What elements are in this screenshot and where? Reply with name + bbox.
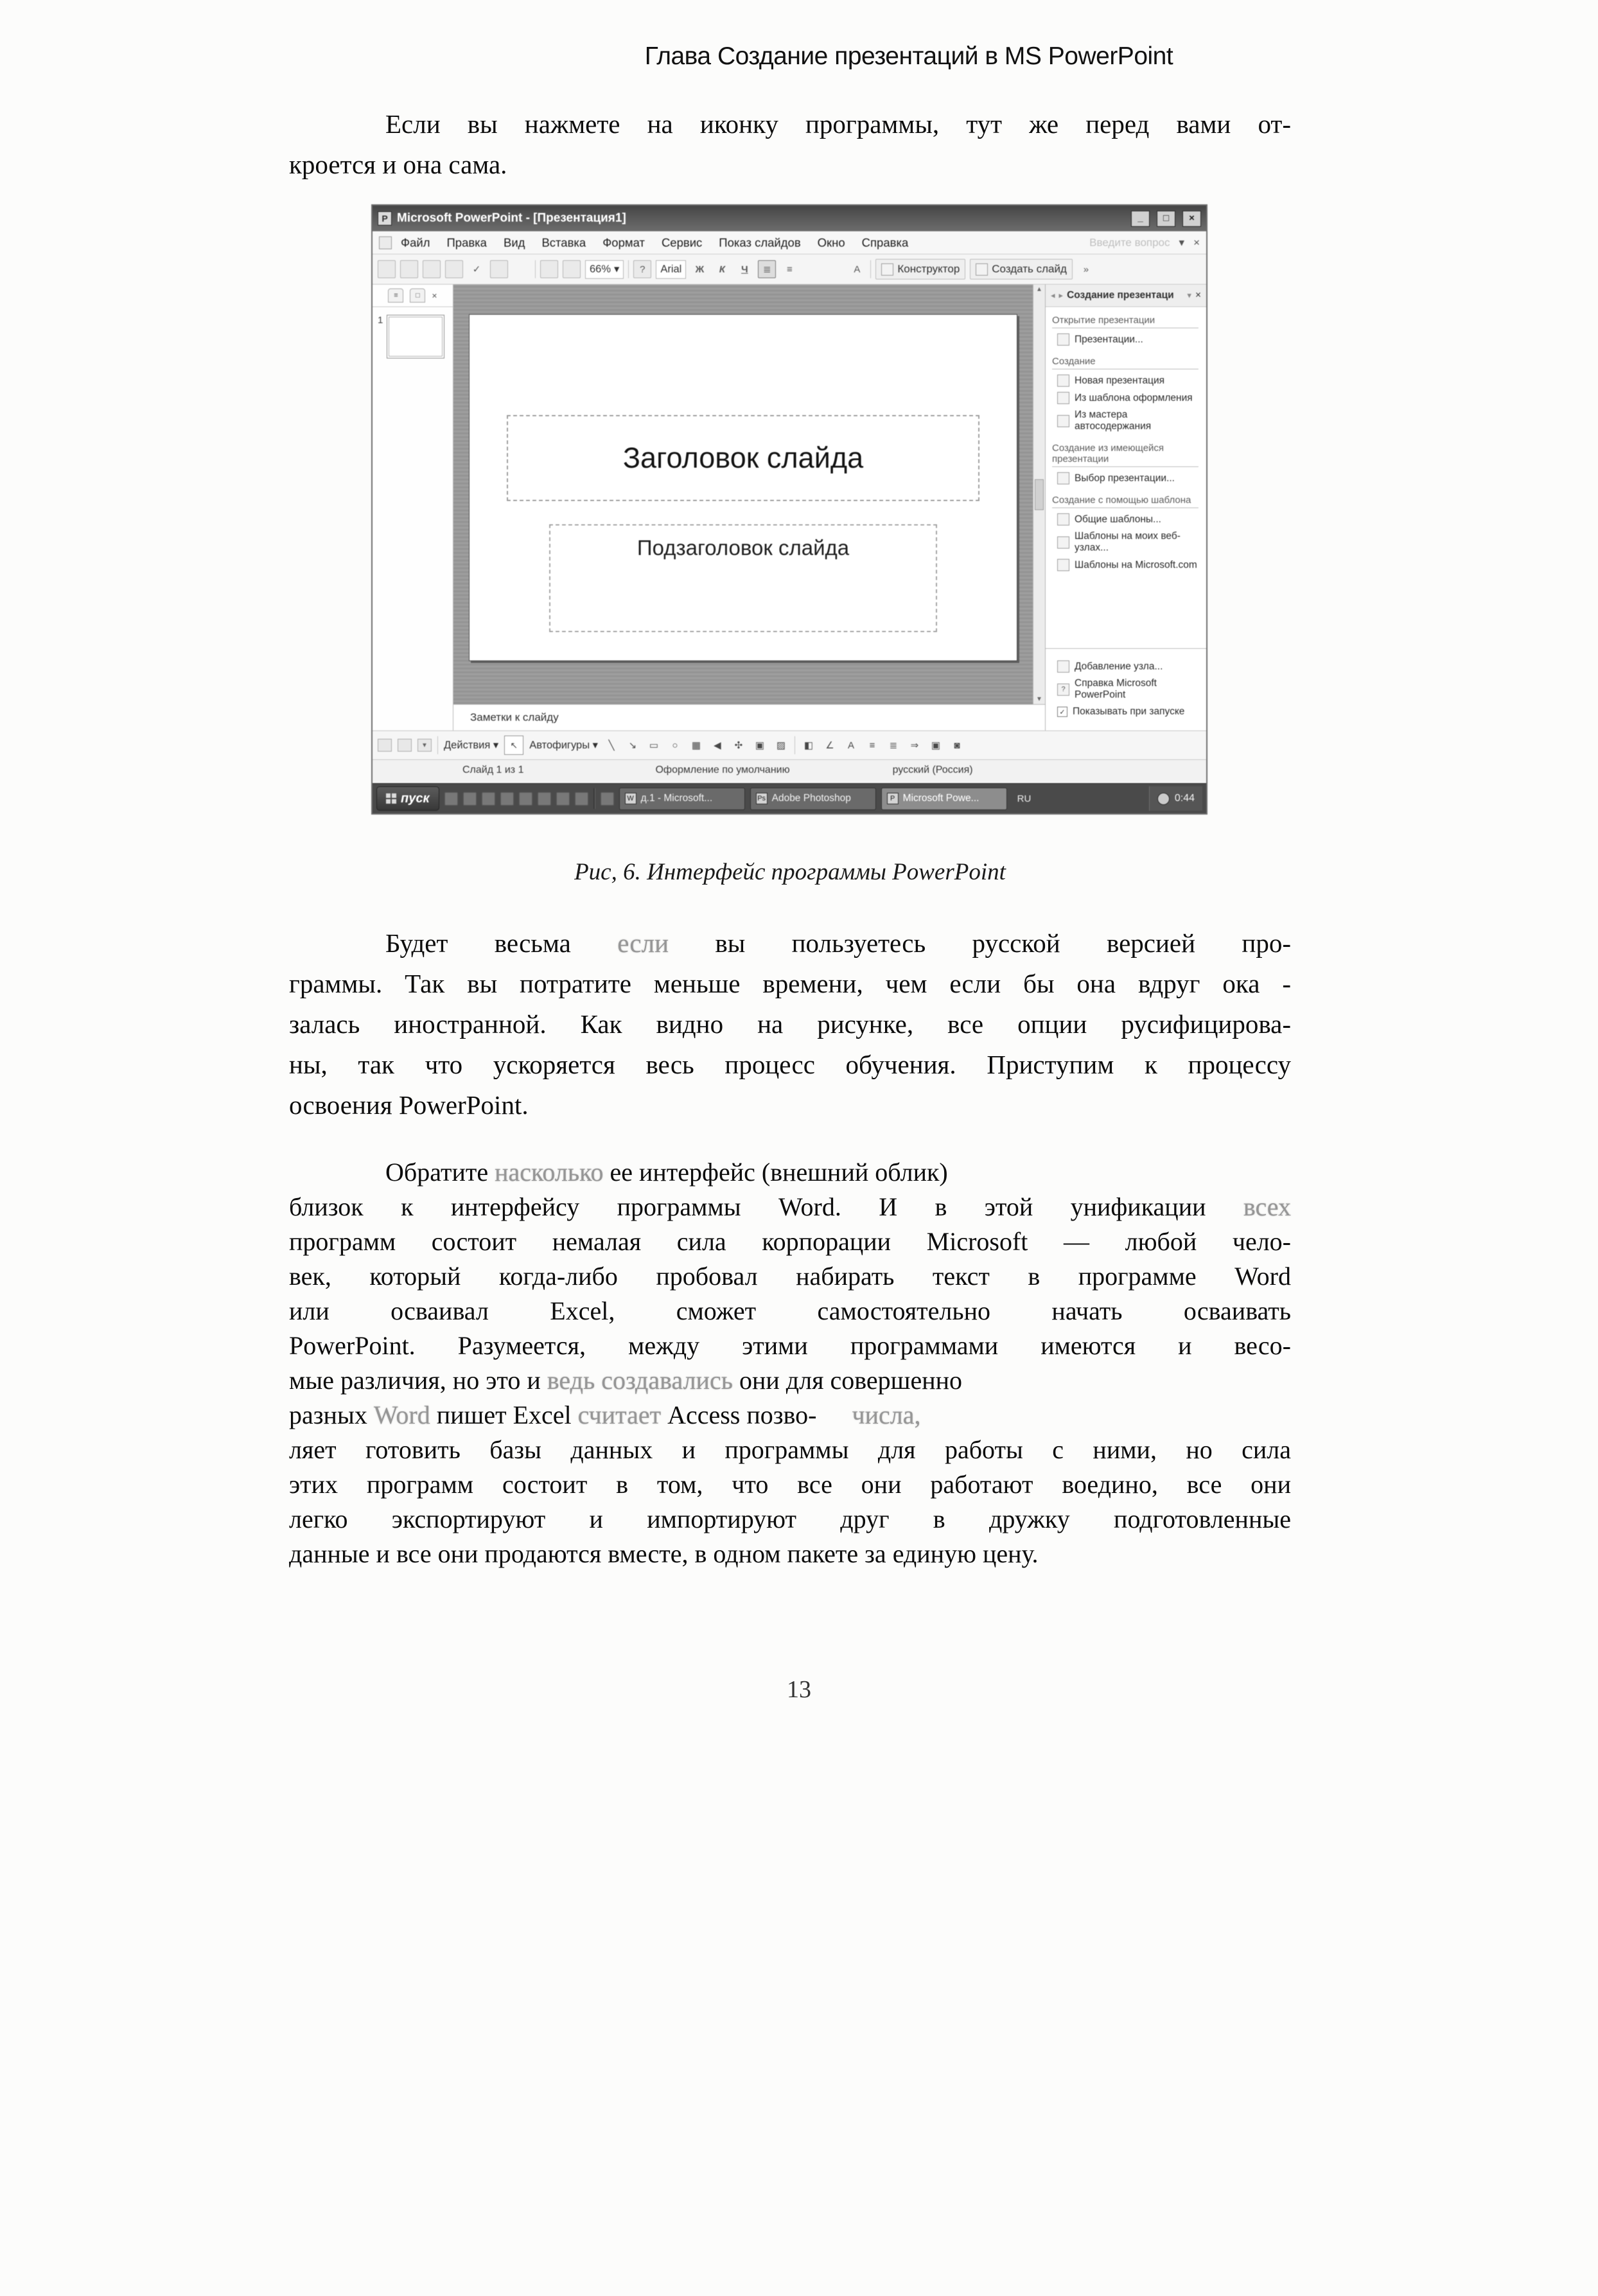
toolbar-separator — [437, 736, 438, 754]
tray-icon[interactable] — [1157, 793, 1170, 805]
text-line — [289, 923, 1291, 964]
menu-edit[interactable]: Правка — [446, 235, 487, 249]
text-segment: разных — [289, 1400, 374, 1429]
text-segment: ведь создавались — [547, 1366, 733, 1395]
text-line — [289, 1363, 1291, 1398]
menu-format[interactable]: Формат — [602, 235, 645, 249]
status-design-name: Оформление по умолчанию — [655, 764, 790, 775]
language-indicator[interactable]: RU — [1017, 793, 1032, 804]
figure-powerpoint-screenshot — [371, 204, 1207, 815]
menu-file[interactable]: Файл — [401, 235, 430, 249]
window-button-label: Microsoft Powe... — [902, 793, 979, 804]
main-content-row — [373, 285, 1206, 730]
text-segment: Word — [373, 1400, 430, 1429]
figure-caption: Рис, 6. Интерфейс программы PowerPoint — [574, 859, 1006, 885]
italic-icon[interactable]: К — [719, 263, 725, 275]
chevron-down-icon: ▾ — [592, 739, 598, 751]
text-line — [289, 1224, 1291, 1259]
item-label: Шаблоны на моих веб-узлах... — [1075, 531, 1181, 553]
text-segment: Если вы нажмете на иконку программы, тут же перед вами от- — [385, 109, 1291, 139]
standard-formatting-toolbar — [373, 254, 1206, 285]
zoom-value: 66% — [590, 263, 611, 275]
running-header: Глава Создание презентаций в MS PowerPoint — [644, 42, 1173, 70]
text-line — [289, 1085, 1291, 1126]
insert-picture-icon[interactable]: ▨ — [776, 740, 786, 751]
taskpane-item-choose-presentation[interactable] — [1057, 472, 1198, 484]
menu-tools[interactable]: Сервис — [661, 235, 703, 249]
text-line — [289, 964, 1291, 1004]
page-column — [289, 42, 1291, 1571]
forward-icon[interactable]: ▸ — [1058, 290, 1064, 300]
line-tool-icon[interactable]: ╲ — [608, 740, 615, 751]
task-pane-footer — [1046, 648, 1206, 730]
restore-button[interactable]: □ — [1157, 211, 1175, 227]
align-left-icon[interactable]: ≡ — [786, 263, 793, 275]
new-slide-icon — [976, 263, 988, 276]
status-bar — [373, 759, 1206, 781]
folder-icon[interactable] — [601, 792, 614, 806]
text-segment: Обратите — [385, 1158, 495, 1187]
insert-chart-icon[interactable] — [563, 260, 581, 278]
toolbar-separator — [535, 260, 536, 278]
thumbnail-number: 1 — [378, 315, 383, 326]
slide-sorter-view-icon[interactable] — [398, 739, 412, 752]
taskpane-item-help[interactable] — [1057, 678, 1198, 701]
text-line — [289, 1190, 1291, 1224]
drawing-toolbar — [373, 730, 1206, 759]
actions-label: Действия — [444, 739, 491, 751]
item-label: Добавление узла... — [1075, 660, 1163, 672]
text-segment: они для совершенно — [732, 1366, 963, 1395]
subtitle-placeholder[interactable]: Подзаголовок слайда — [549, 524, 938, 632]
taskpane-item-add-site[interactable] — [1057, 660, 1198, 673]
text-segment: близок к интерфейсу программы Word. И в этой унификации — [289, 1192, 1243, 1221]
line-color-icon[interactable]: ∠ — [825, 740, 834, 751]
text-segment: всех — [1243, 1192, 1291, 1221]
item-label: Презентации... — [1075, 333, 1143, 345]
title-bar[interactable] — [373, 206, 1206, 231]
choose-presentation-icon — [1057, 472, 1069, 484]
microsoft-templates-icon — [1057, 559, 1069, 571]
shadow-style-icon[interactable]: ▣ — [931, 740, 941, 751]
design-button[interactable] — [875, 259, 965, 279]
actions-menu-button[interactable] — [444, 739, 498, 752]
section-header: Открытие презентации — [1052, 315, 1198, 328]
numbered-list-icon[interactable] — [803, 260, 821, 278]
text-segment: PowerPoint. Разумеется, между этими программами имеются и весо- — [289, 1331, 1291, 1360]
text-segment: Access позво- — [661, 1400, 817, 1429]
scrollbar-thumb[interactable] — [1035, 479, 1044, 510]
checkbox-checked-icon[interactable]: ✓ — [1057, 707, 1067, 717]
taskpane-section-templates — [1052, 495, 1198, 571]
normal-view-icon[interactable] — [378, 739, 392, 752]
new-slide-button-label: Создать слайд — [992, 263, 1067, 275]
item-label: Выбор презентации... — [1075, 472, 1175, 484]
open-presentation-icon — [1057, 333, 1069, 346]
title-placeholder[interactable]: Заголовок слайда — [507, 415, 980, 501]
insert-table-icon[interactable] — [540, 260, 558, 278]
paste-icon[interactable] — [490, 260, 508, 278]
clock: 0:44 — [1174, 793, 1195, 804]
bullet-list-icon[interactable] — [825, 260, 843, 278]
pane-close-icon[interactable]: × — [432, 290, 437, 301]
window-title: Microsoft PowerPoint - [Презентация1] — [397, 211, 626, 225]
open-file-icon[interactable] — [400, 260, 418, 278]
underline-icon[interactable]: Ч — [741, 263, 748, 275]
pane-tabs — [373, 285, 453, 307]
taskpane-item-presentations[interactable] — [1057, 333, 1198, 346]
powerpoint-help-icon: ? — [1057, 684, 1069, 696]
tab-outline-icon[interactable]: ≡ — [388, 288, 403, 303]
section-header: Создание — [1052, 356, 1198, 369]
arrow-style-icon[interactable]: ⇒ — [910, 740, 919, 751]
text-segment: век, который когда-либо пробовал набирать текст в программе Word — [289, 1262, 1291, 1291]
powerpoint-window — [371, 204, 1207, 815]
quicklaunch-icon[interactable] — [538, 792, 551, 806]
web-templates-icon — [1057, 536, 1069, 549]
slide-workspace — [453, 285, 1045, 704]
back-icon[interactable]: ◂ — [1051, 290, 1055, 300]
dash-style-icon[interactable]: ≣ — [889, 740, 898, 751]
quicklaunch-icon[interactable] — [463, 792, 477, 806]
text-line — [289, 1155, 1291, 1190]
font-color-icon[interactable]: А — [847, 739, 854, 751]
threed-style-icon[interactable]: ◙ — [954, 739, 960, 751]
taskpane-item-design-template[interactable] — [1057, 392, 1198, 404]
notes-label: Заметки к слайду — [470, 711, 559, 723]
item-label: Из мастера автосодержания — [1075, 409, 1152, 432]
start-button[interactable] — [376, 786, 439, 811]
start-label: пуск — [401, 791, 430, 806]
clipart-icon[interactable]: ▣ — [755, 740, 765, 751]
taskpane-section-create — [1052, 356, 1198, 432]
photoshop-icon: Ps — [756, 793, 768, 804]
toolbar-overflow-icon[interactable]: » — [1083, 263, 1089, 275]
menubar-dropdown-icon[interactable]: ▾ — [1179, 236, 1185, 249]
powerpoint-app-icon: P — [378, 211, 392, 225]
line-style-icon[interactable]: ≡ — [869, 739, 875, 751]
chevron-down-icon: ▾ — [493, 739, 499, 751]
menu-insert[interactable]: Вставка — [541, 235, 586, 249]
slide-canvas-area — [453, 285, 1033, 704]
page-number: 13 — [787, 1676, 811, 1703]
save-icon[interactable] — [423, 260, 441, 278]
notes-pane[interactable] — [453, 704, 1045, 730]
select-objects-icon[interactable]: ↖ — [504, 736, 523, 755]
zoom-select[interactable] — [585, 260, 624, 279]
task-pane-title: Создание презентаци — [1067, 290, 1174, 301]
autoshapes-label: Автофигуры — [529, 739, 590, 751]
vertical-scrollbar[interactable] — [1033, 285, 1045, 704]
add-site-icon — [1057, 660, 1069, 673]
task-pane-close-icon[interactable]: × — [1195, 290, 1201, 301]
taskpane-item-general-templates[interactable] — [1057, 513, 1198, 525]
text-line — [289, 1259, 1291, 1294]
item-label: Общие шаблоны... — [1075, 513, 1161, 525]
slide-editor-column — [453, 285, 1045, 730]
paragraph-intro — [289, 104, 1291, 185]
quicklaunch-icon[interactable] — [482, 792, 495, 806]
textbox-tool-icon[interactable]: ▦ — [691, 740, 701, 751]
menubar-close-icon[interactable]: × — [1193, 236, 1200, 249]
paragraph-unification — [289, 1155, 1291, 1571]
menu-bar — [373, 231, 1206, 254]
scroll-up-icon[interactable]: ▲ — [1036, 286, 1042, 293]
slide[interactable] — [469, 314, 1017, 661]
item-label: Шаблоны на Microsoft.com — [1075, 559, 1197, 570]
toolbar-separator — [870, 260, 871, 278]
text-segment: кроется и она сама. — [289, 150, 507, 179]
design-icon — [881, 263, 893, 276]
text-segment: вы пользуетесь русской версией про- — [669, 928, 1292, 958]
ask-question-box[interactable]: Введите вопрос — [1089, 236, 1170, 249]
text-segment: залась иностранной. Как видно на рисунке, все опции русифицирова- — [289, 1009, 1291, 1039]
section-header: Создание с помощью шаблона — [1052, 495, 1198, 508]
text-line — [289, 1433, 1291, 1467]
print-icon[interactable] — [445, 260, 463, 278]
taskpane-item-microsoft-templates[interactable] — [1057, 559, 1198, 571]
text-line — [289, 1537, 1291, 1571]
word-icon: W — [625, 793, 637, 804]
quicklaunch-icon[interactable] — [556, 792, 570, 806]
text-segment: программ состоит немалая сила корпорации Microsoft — любой чело- — [289, 1227, 1291, 1256]
item-label: Справка Microsoft PowerPoint — [1075, 678, 1157, 700]
arrow-tool-icon[interactable]: ↘ — [628, 740, 637, 751]
item-label: Новая презентация — [1075, 375, 1165, 386]
taskpane-section-open — [1052, 315, 1198, 346]
task-pane-header — [1046, 285, 1206, 307]
taskbar-window-word[interactable] — [619, 788, 745, 810]
menu-window[interactable]: Окно — [817, 235, 845, 249]
quicklaunch-icon[interactable] — [444, 792, 458, 806]
windows-taskbar — [373, 783, 1206, 813]
text-line — [289, 145, 1291, 185]
chevron-down-icon: ▾ — [614, 263, 620, 275]
text-line — [289, 1045, 1291, 1085]
task-pane-body — [1046, 307, 1206, 648]
status-slide-number: Слайд 1 из 1 — [462, 764, 524, 775]
oval-tool-icon[interactable]: ○ — [672, 739, 678, 751]
menu-doc-icon — [379, 236, 392, 249]
text-segment: ны, так что ускоряется весь процесс обучения. Приступим к процессу — [289, 1050, 1291, 1079]
taskpane-item-web-templates[interactable] — [1057, 531, 1198, 554]
font-select[interactable] — [656, 260, 686, 279]
bold-icon[interactable]: Ж — [695, 263, 705, 275]
text-segment: данные и все они продаются вместе, в одном пакете за единую цену. — [289, 1539, 1039, 1568]
fill-color-icon[interactable]: ◧ — [803, 740, 814, 751]
text-segment: Будет весьма — [385, 928, 618, 958]
windows-logo-icon — [386, 793, 396, 804]
tab-slides-icon[interactable]: □ — [410, 288, 425, 303]
text-line — [289, 1398, 1291, 1433]
taskbar-window-powerpoint[interactable] — [881, 788, 1007, 810]
window-button-label: Adobe Photoshop — [771, 793, 851, 804]
undo-icon[interactable] — [513, 260, 531, 278]
text-line — [289, 1502, 1291, 1537]
taskbar-separator — [593, 788, 595, 809]
slides-outline-pane — [373, 285, 453, 730]
text-segment: освоения PowerPoint. — [289, 1090, 529, 1120]
taskbar-window-photoshop[interactable] — [750, 788, 876, 810]
taskpane-item-autocontent-wizard[interactable] — [1057, 409, 1198, 432]
menu-view[interactable]: Вид — [503, 235, 525, 249]
new-presentation-icon — [1057, 375, 1069, 387]
scroll-down-icon[interactable]: ▼ — [1036, 696, 1042, 703]
new-file-icon[interactable] — [378, 260, 396, 278]
slideshow-view-icon[interactable]: ▼ — [417, 739, 432, 752]
close-button[interactable]: × — [1182, 211, 1201, 227]
show-at-startup-option[interactable] — [1057, 706, 1198, 718]
general-templates-icon — [1057, 513, 1069, 525]
text-segment: легко экспортируют и импортируют друг в дружку подготовленные — [289, 1505, 1291, 1533]
item-label: Из шаблона оформления — [1075, 392, 1193, 403]
design-button-label: Конструктор — [897, 263, 960, 275]
font-name: Arial — [660, 263, 682, 275]
powerpoint-icon: P — [887, 793, 899, 804]
autocontent-wizard-icon — [1057, 415, 1069, 427]
slide-thumbnail[interactable] — [387, 315, 444, 358]
diagram-icon[interactable]: ✣ — [734, 740, 743, 751]
menu-help[interactable]: Справка — [861, 235, 909, 249]
text-segment: числа, — [852, 1400, 921, 1429]
text-line — [289, 1467, 1291, 1502]
text-line — [289, 104, 1291, 145]
text-segment: насколько — [495, 1158, 604, 1187]
text-segment: этих программ состоит в том, что все они работают воедино, все они — [289, 1470, 1291, 1499]
paragraph-russian-version — [289, 923, 1291, 1126]
item-label: Показывать при запуске — [1073, 706, 1185, 717]
task-pane-dropdown-icon[interactable]: ▾ — [1187, 290, 1191, 300]
task-pane — [1045, 285, 1206, 730]
font-size-increase-icon[interactable]: А — [854, 263, 861, 275]
slide-thumbnail-row[interactable] — [373, 307, 453, 358]
status-language: русский (Россия) — [892, 764, 973, 775]
menu-slideshow[interactable]: Показ слайдов — [719, 235, 801, 249]
rectangle-tool-icon[interactable]: ▭ — [649, 740, 659, 751]
text-line — [289, 1329, 1291, 1363]
toolbar-separator — [628, 260, 629, 278]
text-segment: считает — [577, 1400, 662, 1429]
help-icon[interactable]: ? — [633, 260, 651, 278]
text-segment: граммы. Так вы потратите меньше времени, чем если бы она вдруг ока - — [289, 969, 1291, 998]
new-slide-button[interactable] — [970, 259, 1073, 279]
text-line — [289, 1004, 1291, 1045]
taskpane-section-from-existing — [1052, 443, 1198, 484]
text-segment: ляет готовить базы данных и программы для работы с ними, но сила — [289, 1435, 1291, 1464]
section-header: Создание из имеющейся презентации — [1052, 443, 1198, 467]
text-segment: если — [617, 928, 669, 958]
text-segment: мые различия, но это и — [289, 1366, 547, 1395]
spelling-icon[interactable]: ✓ — [472, 264, 481, 275]
text-segment: пишет Excel — [430, 1400, 578, 1429]
text-segment: ее интерфейс (внешний облик) — [603, 1158, 948, 1187]
design-template-icon — [1057, 392, 1069, 404]
autoshapes-menu-button[interactable] — [529, 739, 598, 752]
window-button-label: д.1 - Microsoft... — [640, 793, 713, 804]
align-center-icon[interactable]: ≣ — [758, 260, 776, 278]
taskpane-item-new-presentation[interactable] — [1057, 375, 1198, 387]
system-tray — [1149, 786, 1202, 811]
quicklaunch-icon[interactable] — [500, 792, 514, 806]
quicklaunch-icon[interactable] — [575, 792, 588, 806]
text-segment: или осваивал Excel, сможет самостоятельно начать осваивать — [289, 1296, 1291, 1325]
quicklaunch-icon[interactable] — [519, 792, 532, 806]
wordart-icon[interactable]: ◀ — [714, 740, 721, 751]
text-line — [289, 1294, 1291, 1329]
minimize-button[interactable]: _ — [1131, 211, 1150, 227]
